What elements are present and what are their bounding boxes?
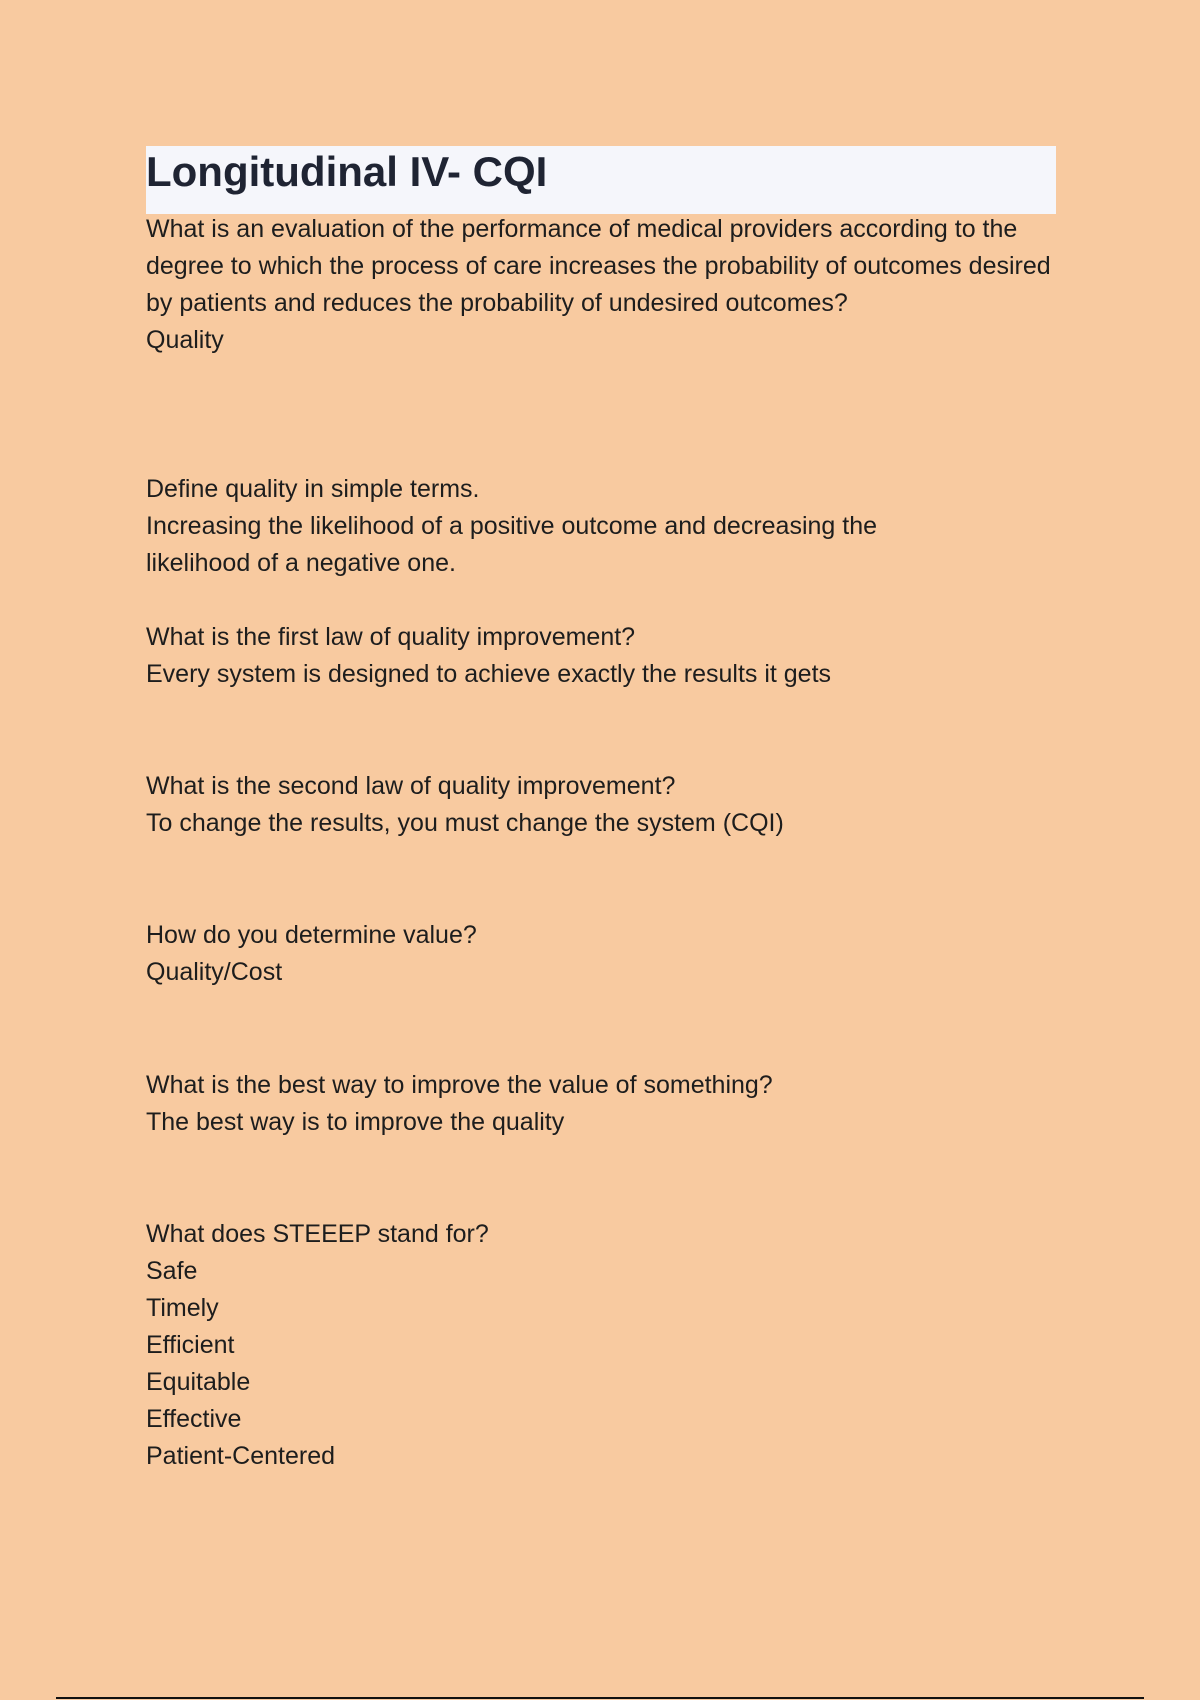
qa-item [146,471,966,582]
title-banner [146,146,1056,214]
answer-text: To change the results, you must change the system (CQI) [146,809,784,837]
question-text: How do you determine value? [146,921,477,949]
question-text: Define quality in simple terms. [146,475,480,503]
qa-item [146,211,1066,359]
page-bottom-rule [56,1697,1144,1699]
answer-list-item: Timely [146,1294,219,1322]
answer-list-item: Efficient [146,1331,235,1359]
qa-item [146,619,1066,693]
qa-item [146,768,1066,842]
answer-text: Quality [146,326,224,354]
answer-list-item: Safe [146,1257,198,1285]
answer-list-item: Effective [146,1405,242,1433]
qa-item [146,1216,1066,1475]
question-text: What is the best way to improve the value of something? [146,1071,773,1099]
answer-list-item: Equitable [146,1368,251,1396]
question-text: What is an evaluation of the performance of medical providers according to the degree to which the process of care increases the probability of outcomes desired by patients and reduces the probability of undesired outcomes? [146,215,1051,317]
question-text: What is the second law of quality improvement? [146,772,676,800]
qa-item [146,917,1066,991]
question-text: What is the first law of quality improvement? [146,623,636,651]
answer-text: Every system is designed to achieve exactly the results it gets [146,660,832,688]
qa-item [146,1067,1066,1141]
answer-text: Increasing the likelihood of a positive outcome and decreasing the likelihood of a negative one. [146,512,878,577]
question-text: What does STEEEP stand for? [146,1220,489,1248]
page-title: Longitudinal IV- CQI [146,148,548,195]
answer-text: The best way is to improve the quality [146,1108,565,1136]
answer-text: Quality/Cost [146,958,283,986]
answer-list-item: Patient-Centered [146,1442,336,1470]
